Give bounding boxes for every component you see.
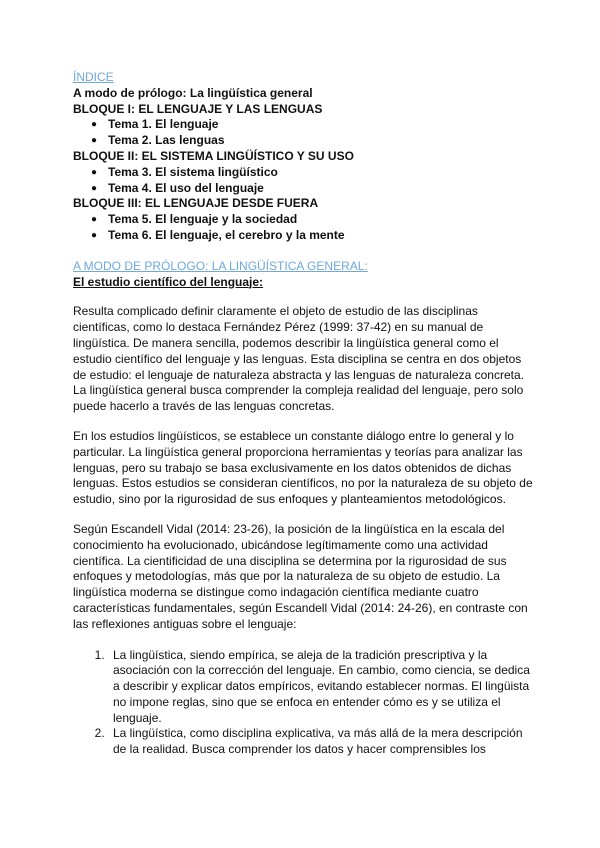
toc-topic-4[interactable] — [73, 181, 533, 197]
toc-topic-label: Tema 4. El uso del lenguaje — [108, 180, 264, 195]
toc-topic-2[interactable] — [73, 133, 533, 149]
toc-block-1[interactable]: BLOQUE I: EL LENGUAJE Y LAS LENGUAS — [73, 101, 323, 116]
bullet-icon: ● — [91, 214, 98, 226]
toc-topic-6[interactable] — [73, 228, 533, 244]
toc-topic-1[interactable] — [73, 117, 533, 133]
bullet-icon: ● — [91, 119, 98, 131]
toc-prologue[interactable]: A modo de prólogo: La lingüística general — [73, 85, 313, 100]
toc-topic-label: Tema 6. El lenguaje, el cerebro y la mente — [108, 227, 345, 242]
toc-topic-label: Tema 3. El sistema lingüístico — [108, 164, 278, 179]
toc-topic-label: Tema 2. Las lenguas — [108, 133, 225, 148]
list-item: 1. La lingüística, siendo empírica, se aleja de la tradición prescriptiva y la asociación con la corrección del lenguaje. En cambio, como ciencia, se dedica a describir y explicar datos empíricos, evitando establecer normas. El lingüista no impone reglas, sino que se enfoca en entender cómo es y se utiliza el lenguaje. — [108, 648, 533, 727]
table-of-contents — [73, 70, 533, 244]
index-link[interactable]: ÍNDICE — [73, 70, 114, 84]
toc-topic-5[interactable] — [73, 212, 533, 228]
section-title[interactable]: A MODO DE PRÓLOGO: LA LINGÜÍSTICA GENERAL: — [73, 258, 368, 273]
paragraph-1: Resulta complicado definir claramente el objeto de estudio de las disciplinas científicas, como lo destaca Fernández Pérez (1999: 37-42) en su manual de lingüística. De manera sencilla, podemos describir la lingüística general como el estudio científico del lenguaje y las lenguas. Esta disciplina se centra en dos objetos de estudio: el lenguaje de naturaleza abstracta y las lenguas de naturaleza concreta. La lingüística general busca comprender la compleja realidad del lenguaje, pero solo puede hacerlo a través de las lenguas concretas. — [73, 304, 524, 414]
numbered-list — [73, 648, 533, 759]
toc-topic-label: Tema 5. El lenguaje y la sociedad — [108, 212, 298, 227]
document-content — [73, 70, 533, 758]
bullet-icon: ● — [91, 229, 98, 241]
toc-topic-label: Tema 1. El lenguaje — [108, 117, 219, 132]
paragraph-2: En los estudios lingüísticos, se establece un constante diálogo entre lo general y lo particular. La lingüística general proporciona herramientas y teorías para analizar las lenguas, pero su trabajo se basa exclusivamente en los datos obtenidos de dichas lenguas. Estos estudios se consideran científicos, no por la naturaleza de su objeto de estudio, sino por la rigurosidad de sus enfoques y planteamientos metodológicos. — [73, 428, 533, 507]
paragraph-3: Según Escandell Vidal (2014: 23-26), la posición de la lingüística en la escala del conocimiento ha evolucionado, ubicándose legítimamente como una actividad científica. La cientificidad de una disciplina se determina por la rigurosidad de sus enfoques y metodologías, más que por la naturaleza de su objeto de estudio. La lingüística moderna se distingue como indagación científica mediante cuatro características fundamentales, según Escandell Vidal (2014: 24-26), en contraste con las reflexiones antiguas sobre el lenguaje: — [73, 521, 528, 631]
bullet-icon: ● — [91, 166, 98, 178]
toc-block-3[interactable]: BLOQUE III: EL LENGUAJE DESDE FUERA — [73, 196, 319, 211]
toc-topic-3[interactable] — [73, 165, 533, 181]
list-item: 2. La lingüística, como disciplina explicativa, va más allá de la mera descripción de la realidad. Busca comprender los datos y hacer comprensibles los — [108, 726, 533, 758]
section-subheading: El estudio científico del lenguaje: — [73, 274, 264, 289]
toc-block-2[interactable]: BLOQUE II: EL SISTEMA LINGÜÍSTICO Y SU USO — [73, 148, 354, 163]
bullet-icon: ● — [91, 182, 98, 194]
bullet-icon: ● — [91, 135, 98, 147]
